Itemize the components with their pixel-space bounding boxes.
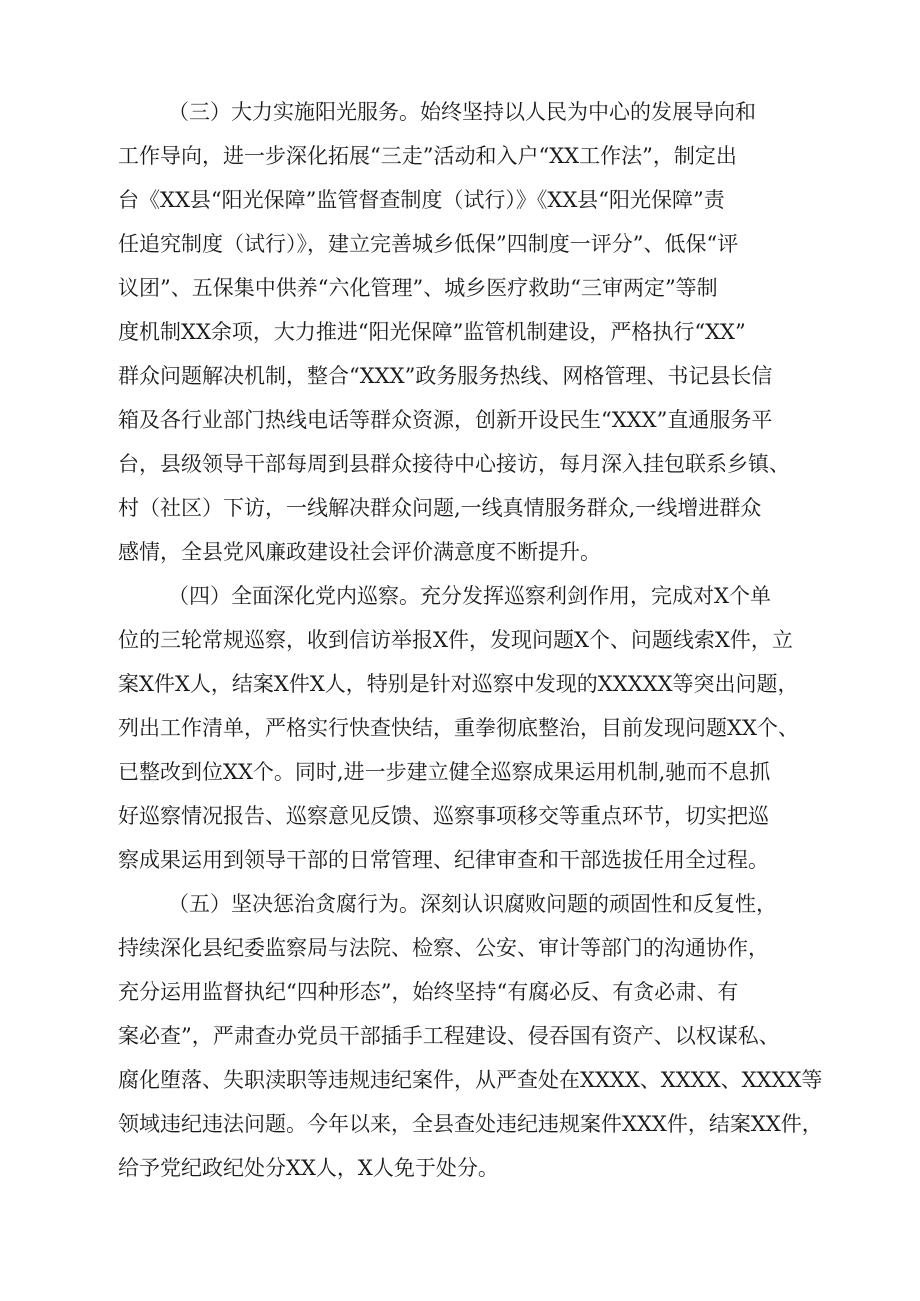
paragraph-2-line-1: （四）全面深化党内巡察。充分发挥巡察利剑作用，完成对X个单 <box>168 584 771 608</box>
paragraph-1-line-1: （三）大力实施阳光服务。始终坚持以人民为中心的发展导向和 <box>168 100 756 124</box>
paragraph-3-line-3: 充分运用监督执纪“四种形态”，始终坚持“有腐必反、有贪必肃、有 <box>118 980 739 1004</box>
paragraph-1-line-2: 工作导向，进一步深化拓展“三走”活动和入户“XX工作法”，制定出 <box>118 144 737 168</box>
paragraph-1-line-7: 群众问题解决机制，整合“XXX”政务服务热线、网格管理、书记县长信 <box>118 364 773 388</box>
paragraph-2-line-5: 已整改到位XX个。同时,进一步建立健全巡察成果运用机制,驰而不息抓 <box>118 760 771 784</box>
paragraph-3-line-1: （五）坚决惩治贪腐行为。深刻认识腐败问题的顽固性和反复性， <box>168 892 777 916</box>
paragraph-1-line-10: 村（社区）下访，一线解决群众问题,一线真情服务群众,一线增进群众 <box>118 496 762 520</box>
paragraph-2-line-6: 好巡察情况报告、巡察意见反馈、巡察事项移交等重点环节，切实把巡 <box>118 804 769 828</box>
paragraph-1-line-3: 台《XX县“阳光保障”监管督查制度（试行）》《XX县“阳光保障”责 <box>118 188 725 212</box>
paragraph-1-line-5: 议团”、五保集中供养“六化管理”、城乡医疗救助“三审两定”等制 <box>118 276 718 300</box>
paragraph-3-line-5: 腐化堕落、失职渎职等违规违纪案件，从严查处在XXXX、XXXX、XXXX等 <box>118 1068 823 1092</box>
paragraph-1-line-11: 感情，全县党风廉政建设社会评价满意度不断提升。 <box>118 540 601 564</box>
paragraph-1-line-8: 箱及各行业部门热线电话等群众资源，创新开设民生“XXX”直通服务平 <box>118 408 773 432</box>
paragraph-2-line-4: 列出工作清单，严格实行快查快结，重拳彻底整治，目前发现问题XX个、 <box>118 716 799 740</box>
paragraph-2-line-2: 位的三轮常规巡察，收到信访举报X件，发现问题X个、问题线索X件，立 <box>118 628 793 652</box>
paragraph-3-line-7: 给予党纪政纪处分XX人，X人免于处分。 <box>118 1156 499 1180</box>
paragraph-1-line-9: 台，县级领导干部每周到县群众接待中心接访，每月深入挂包联系乡镇、 <box>118 452 790 476</box>
paragraph-1-line-4: 任追究制度（试行）》，建立完善城乡低保”四制度一评分”、低保“评 <box>118 232 739 256</box>
paragraph-2-line-7: 察成果运用到领导干部的日常管理、纪律审查和干部选拔任用全过程。 <box>118 848 769 872</box>
paragraph-3-line-6: 领域违纪违法问题。今年以来，全县查处违纪违规案件XXX件，结案XX件， <box>118 1112 823 1136</box>
paragraph-2-line-3: 案X件X人，结案X件X人，特别是针对巡察中发现的XXXXX等突出问题， <box>118 672 799 696</box>
paragraph-1-line-6: 度机制XX余项，大力推进“阳光保障”监管机制建设，严格执行“XX” <box>118 320 746 344</box>
paragraph-3-line-4: 案必查”，严肃查办党员干部插手工程建设、侵吞国有资产、以权谋私、 <box>118 1024 780 1048</box>
paragraph-3-line-2: 持续深化县纪委监察局与法院、检察、公安、审计等部门的沟通协作， <box>118 936 769 960</box>
